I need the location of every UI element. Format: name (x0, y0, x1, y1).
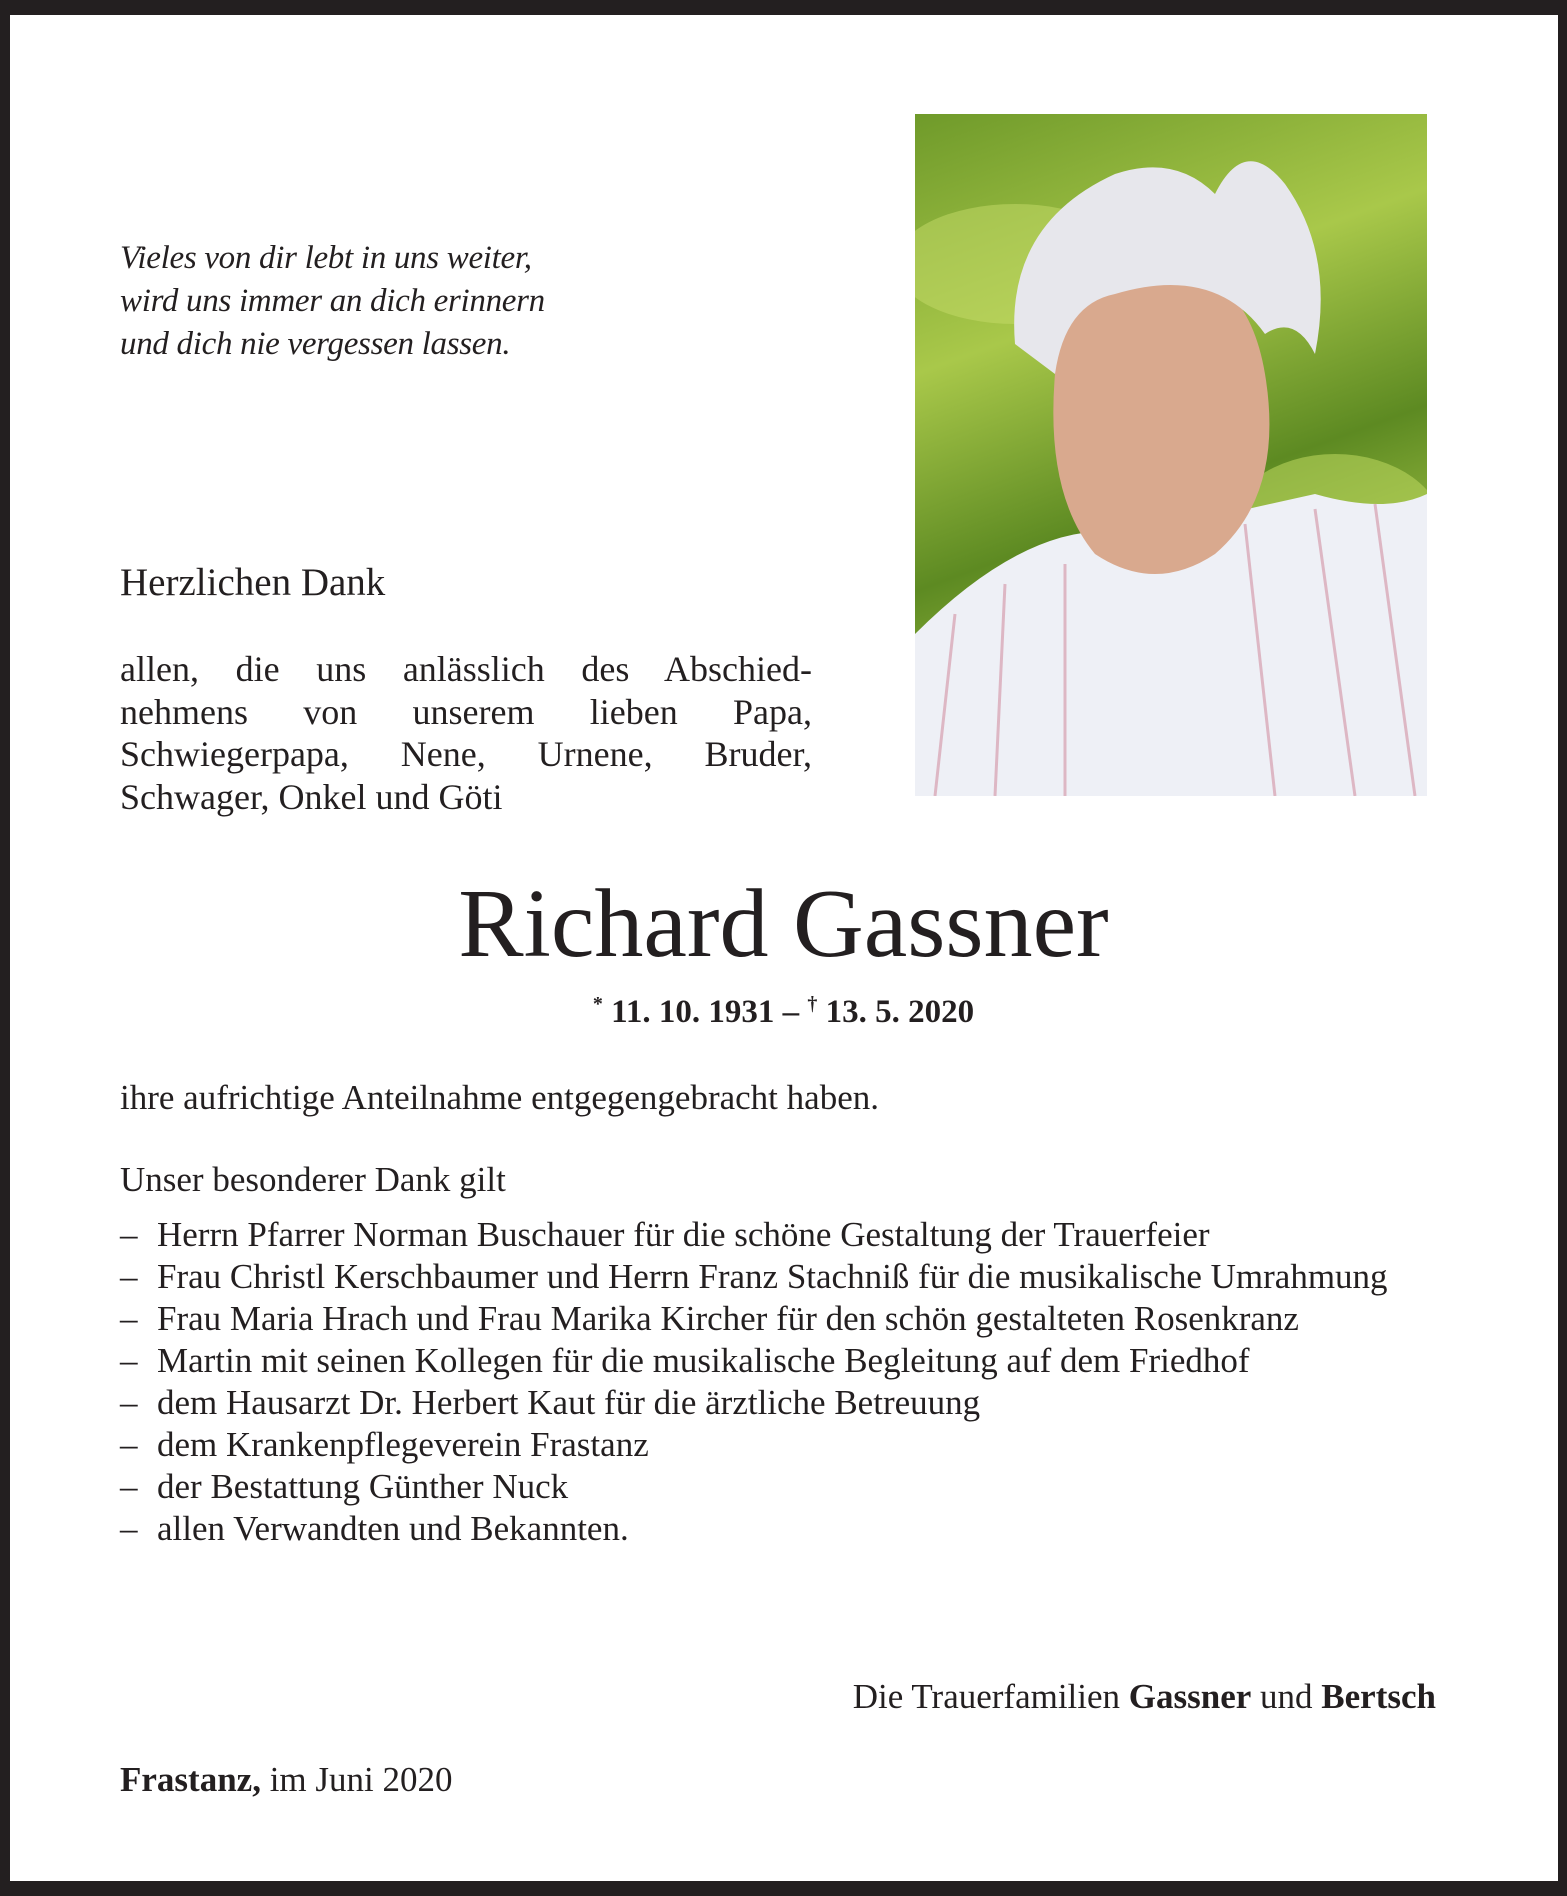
date: im Juni 2020 (260, 1760, 453, 1799)
birth-date: 11. 10. 1931 (611, 994, 775, 1030)
life-dates (0, 993, 1567, 1031)
thanks-intro: Unser besonderer Dank gilt (120, 1160, 506, 1199)
list-item (120, 1382, 1426, 1424)
list-item-text: Herrn Pfarrer Norman Buschauer für die schöne Gestaltung der Trauerfeier (157, 1215, 1210, 1254)
list-item (120, 1256, 1426, 1298)
date-separator: – (774, 994, 808, 1030)
dash: – (120, 1257, 138, 1296)
dash: – (120, 1425, 138, 1464)
list-item-text: dem Krankenpflegeverein Frastanz (157, 1425, 649, 1464)
family-name: Gassner (1128, 1677, 1252, 1716)
signature-prefix: Die Trauerfamilien (852, 1677, 1129, 1716)
list-item (120, 1214, 1426, 1256)
list-item (120, 1424, 1426, 1466)
list-item-text: allen Verwandten und Bekannten. (157, 1509, 629, 1548)
condolence-text: ihre aufrichtige Anteilnahme entgegengebracht haben. (120, 1078, 879, 1117)
list-item-text: dem Hausarzt Dr. Herbert Kaut für die ärztliche Betreuung (157, 1383, 981, 1422)
list-item-text: Frau Christl Kerschbaumer und Herrn Franz Stachniß für die musikalische Umrahmung (157, 1257, 1388, 1296)
quote-line: wird uns immer an dich erinnern (120, 283, 545, 319)
thanks-heading: Herzlichen Dank (120, 561, 386, 604)
quote-line: Vieles von dir lebt in uns weiter, (120, 240, 532, 276)
place-date (120, 1760, 453, 1800)
list-item-text: der Bestattung Günther Nuck (157, 1467, 569, 1506)
portrait-photo (915, 114, 1427, 796)
thanks-list (120, 1214, 1426, 1550)
paragraph-line: Schwager, Onkel und Göti (120, 776, 503, 817)
list-item (120, 1508, 1426, 1550)
death-symbol: † (807, 993, 818, 1015)
dash: – (120, 1215, 138, 1254)
dash: – (120, 1299, 138, 1338)
dash: – (120, 1383, 138, 1422)
paragraph-line: nehmens von unserem lieben Papa, (120, 691, 812, 732)
list-item (120, 1466, 1426, 1508)
quote-line: und dich nie vergessen lassen. (120, 326, 511, 362)
thanks-paragraph (120, 648, 812, 818)
list-item (120, 1340, 1426, 1382)
signature-joiner: und (1251, 1677, 1322, 1716)
family-name: Bertsch (1321, 1677, 1436, 1716)
list-item (120, 1298, 1426, 1340)
dash: – (120, 1467, 138, 1506)
paragraph-line: Schwiegerpapa, Nene, Urnene, Bruder, (120, 734, 812, 774)
memorial-quote (120, 237, 545, 366)
signature (853, 1677, 1436, 1717)
birth-symbol: * (592, 993, 603, 1015)
town: Frastanz, (120, 1760, 261, 1799)
dash: – (120, 1341, 138, 1380)
list-item-text: Martin mit seinen Kollegen für die musikalische Begleitung auf dem Friedhof (157, 1341, 1250, 1380)
paragraph-line: allen, die uns anlässlich des Abschied- (120, 649, 812, 689)
death-date: 13. 5. 2020 (825, 994, 975, 1030)
deceased-name: Richard Gassner (458, 870, 1109, 978)
dash: – (120, 1509, 138, 1548)
list-item-text: Frau Maria Hrach und Frau Marika Kircher für den schön gestalteten Rosenkranz (157, 1299, 1299, 1338)
